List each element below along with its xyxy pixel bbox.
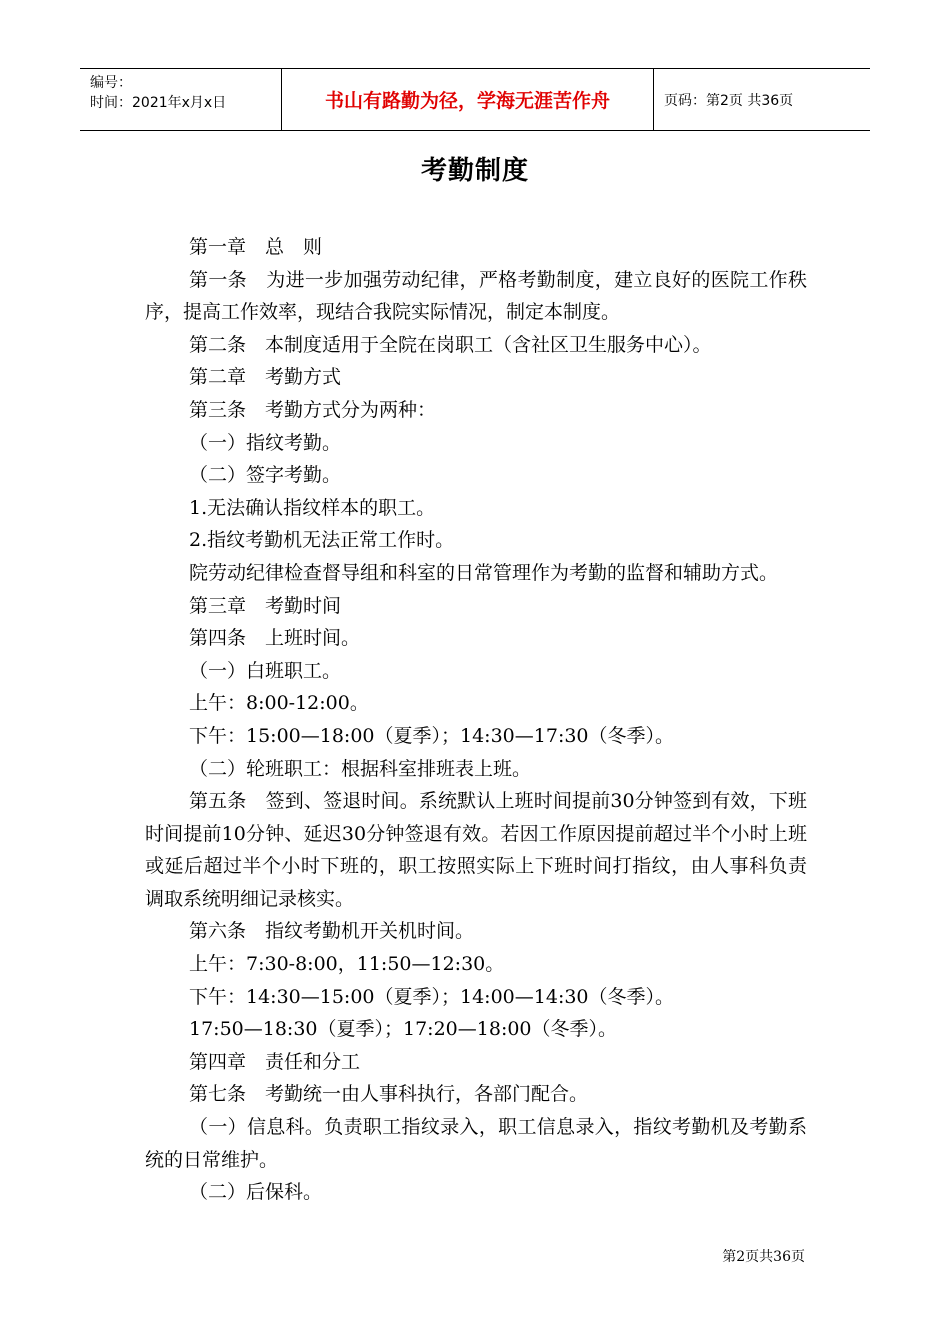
document-body (145, 231, 807, 1209)
paragraph: 第二章 考勤方式 (189, 366, 342, 389)
paragraph: （一）信息科。负责职工指纹录入，职工信息录入，指纹考勤机及考勤系统的日常维护。 (145, 1116, 807, 1171)
paragraph: （一）指纹考勤。 (189, 431, 342, 454)
time-label: 时间：2021年x月x日 (90, 95, 227, 111)
paragraph: 第六条 指纹考勤机开关机时间。 (189, 920, 475, 943)
paragraph: （一）白班职工。 (189, 659, 342, 682)
paragraph: 1.无法确认指纹样本的职工。 (189, 496, 436, 519)
paragraph: 2.指纹考勤机无法正常工作时。 (189, 529, 455, 552)
paragraph: （二）后保科。 (189, 1181, 323, 1204)
paragraph: 第三条 考勤方式分为两种： (189, 398, 437, 421)
paragraph: （二）签字考勤。 (189, 464, 342, 487)
document-title: 考勤制度 (420, 156, 529, 186)
paragraph: 第四条 上班时间。 (189, 627, 361, 650)
paragraph: 下午：15:00—18:00（夏季）；14:30—17:30（冬季）。 (189, 724, 675, 747)
paragraph: 17:50—18:30（夏季）；17:20—18:00（冬季）。 (189, 1018, 618, 1041)
paragraph: 第四章 责任和分工 (189, 1050, 361, 1073)
paragraph: 院劳动纪律检查督导组和科室的日常管理作为考勤的监督和辅助方式。 (189, 561, 779, 584)
number-label: 编号： (90, 75, 132, 91)
paragraph: 第三章 考勤时间 (189, 594, 342, 617)
paragraph: 第二条 本制度适用于全院在岗职工（含社区卫生服务中心）。 (189, 333, 712, 356)
page-footer: 第2页共36页 (722, 1249, 805, 1265)
header-info-cell (80, 69, 282, 130)
paragraph: 第一章 总 则 (189, 236, 323, 258)
paragraph: 第一条 为进一步加强劳动纪律，严格考勤制度，建立良好的医院工作秩序，提高工作效率，现结合我院实际情况，制定本制度。 (145, 268, 807, 324)
page-header (80, 68, 870, 131)
paragraph: 上午：7:30-8:00，11:50—12:30。 (189, 953, 505, 976)
header-page-label: 页码：第2页 共36页 (664, 92, 794, 109)
paragraph: （二）轮班职工：根据科室排班表上班。 (189, 757, 532, 780)
motto: 书山有路勤为径，学海无涯苦作舟 (282, 69, 654, 130)
paragraph: 第五条 签到、签退时间。系统默认上班时间提前30分钟签到有效，下班时间提前10分钟、延迟30分钟签退有效。若因工作原因提前超过半个小时上班或延后超过半个小时下班的，职工按照实际上下班时间打指纹，由人事科负责调取系统明细记录核实。 (145, 790, 807, 910)
paragraph: 第七条 考勤统一由人事科执行，各部门配合。 (189, 1083, 589, 1106)
paragraph: 下午：14:30—15:00（夏季）；14:00—14:30（冬季）。 (189, 985, 675, 1008)
paragraph: 上午：8:00-12:00。 (189, 692, 369, 715)
